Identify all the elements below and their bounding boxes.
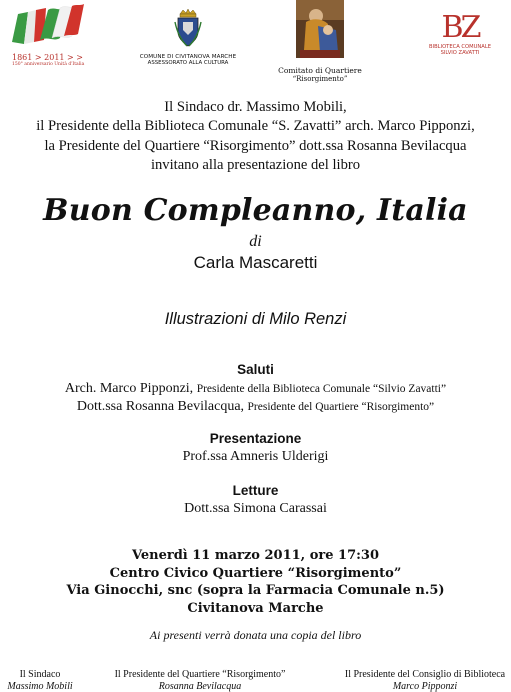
book-title: Buon Compleanno, Italia [43,193,468,228]
comune-crest-icon [173,8,203,48]
waving-flags-icon [8,2,86,52]
event-city: Civitanova Marche [187,600,324,616]
comitato-quarter: “Risorgimento” [292,75,348,83]
unita-italia-logo [8,2,90,77]
comune-department: ASSESSORATO ALLA CULTURA [147,60,229,66]
saluti-line [0,380,511,398]
book-by: di [249,233,262,250]
signature-title: Il Presidente del Consiglio di Biblioteca [344,669,506,680]
intro-line: invitano alla presentazione del libro [150,157,361,174]
event-date: Venerdì 11 marzo 2011, ore 17:30 [131,548,380,563]
comitato-logo [275,0,365,90]
saluti-line [0,398,511,416]
signature-title: Il Sindaco [19,669,61,680]
saluti-list [0,380,511,416]
saluti-heading: Saluti [237,362,274,377]
presentazione-heading: Presentazione [209,431,302,446]
religious-painting-image [296,0,344,58]
unita-years: 1861 > 2011 > > [12,53,83,62]
intro-line: il Presidente della Biblioteca Comunale “S. Zavatti” arch. Marco Pipponzi, [36,118,475,135]
letture-heading: Letture [232,483,279,498]
intro-line: Il Sindaco dr. Massimo Mobili, [164,99,347,115]
event-venue: Centro Civico Quartiere “Risorgimento” [109,565,402,581]
event-details [0,547,511,617]
event-address: Via Ginocchi, snc (sopra la Farmacia Comunale n.5) [66,583,445,598]
comune-logo [128,8,248,78]
saluti-speaker-name: Arch. Marco Pipponzi, [64,381,197,396]
signature-name: Marco Pipponzi [392,681,458,692]
signature-name: Massimo Mobili [7,681,73,692]
signature-biblioteca [336,669,511,692]
intro-line: la Presidente del Quartiere “Risorgimento” dott.ssa Rosanna Bevilacqua [44,137,467,154]
signature-name: Rosanna Bevilacqua [158,681,242,692]
book-illustrator: Illustrazioni di Milo Renzi [164,310,347,328]
presentazione-speaker: Prof.ssa Amneris Ulderigi [182,449,329,464]
saluti-speaker-name: Dott.ssa Rosanna Bevilacqua, [76,399,248,414]
saluti-speaker-role: Presidente della Biblioteca Comunale “Silvio Zavatti” [196,383,447,395]
book-author: Carla Mascaretti [193,253,318,272]
signature-quartiere [110,669,290,692]
invitation-intro [0,98,511,176]
biblioteca-line1: BIBLIOTECA COMUNALE [429,44,491,50]
signature-title: Il Presidente del Quartiere “Risorgimento” [114,669,286,680]
comune-name: COMUNE DI CIVITANOVA MARCHE [139,54,237,60]
unita-subtitle: 150° anniversario Unità d'Italia [12,62,85,67]
biblioteca-logo [425,10,495,74]
letture-reader: Dott.ssa Simona Carassai [184,501,327,516]
comitato-name: Comitato di Quartiere [278,66,362,75]
biblioteca-line2: SILVIO ZAVATTI [440,50,480,56]
saluti-speaker-role: Presidente del Quartiere “Risorgimento” [247,401,435,413]
gift-note: Ai presenti verrà donata una copia del libro [149,628,362,642]
bz-logo-mark: BZ [441,10,479,45]
signature-sindaco [0,669,80,692]
logo-header [0,0,511,95]
